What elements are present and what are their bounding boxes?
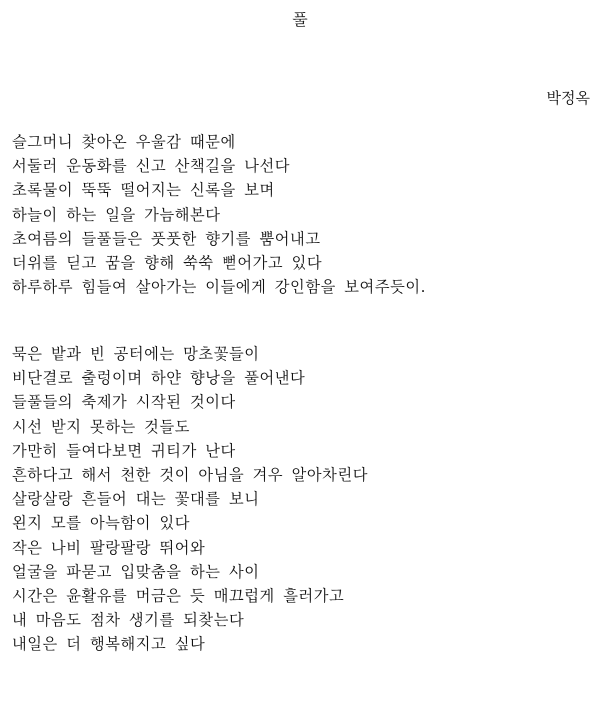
poem-line: 초록물이 뚝뚝 떨어지는 신록을 보며 xyxy=(12,181,275,200)
poem-line: 내 마음도 점차 생기를 되찾는다 xyxy=(12,611,245,630)
poem-line: 얼굴을 파묻고 입맞춤을 하는 사이 xyxy=(12,562,260,581)
poem-line: 초여름의 들풀들은 풋풋한 향기를 뿜어내고 xyxy=(12,229,321,248)
poem-line: 왼지 모를 아늑함이 있다 xyxy=(12,514,190,533)
poem-line: 하루하루 힘들여 살아가는 이들에게 강인함을 보여주듯이. xyxy=(12,278,427,297)
poem-line: 흔하다고 해서 천한 것이 아님을 겨우 알아차린다 xyxy=(12,465,368,484)
poem-author: 박정옥 xyxy=(546,89,590,107)
poem-line: 하늘이 하는 일을 가늠해본다 xyxy=(12,205,221,224)
poem-line: 비단결로 출렁이며 하얀 향낭을 풀어낸다 xyxy=(12,369,306,388)
poem-line: 서둘러 운동화를 신고 산책길을 나선다 xyxy=(12,157,291,176)
poem-line: 가만히 들여다보면 귀티가 난다 xyxy=(12,441,236,460)
poem-line: 시선 받지 못하는 것들도 xyxy=(12,417,190,436)
poem-line: 내일은 더 행복해지고 싶다 xyxy=(12,635,206,654)
poem-line: 시간은 윤활유를 머금은 듯 매끄럽게 흘러가고 xyxy=(12,586,345,605)
poem-line: 작은 나비 팔랑팔랑 뛰어와 xyxy=(12,538,206,557)
poem-title: 풀 xyxy=(292,10,308,29)
stanza-1 xyxy=(12,130,426,299)
poem-line: 들풀들의 축제가 시작된 것이다 xyxy=(12,393,236,412)
stanza-2 xyxy=(12,342,368,656)
poem-line: 슬그머니 찾아온 우울감 때문에 xyxy=(12,133,236,151)
poem-line: 살랑살랑 흔들어 대는 꽃대를 보니 xyxy=(12,490,260,509)
poem-line: 더위를 딛고 꿈을 향해 쑥쑥 뻗어가고 있다 xyxy=(12,253,323,272)
poem-line: 묵은 밭과 빈 공터에는 망초꽃들이 xyxy=(12,345,260,363)
